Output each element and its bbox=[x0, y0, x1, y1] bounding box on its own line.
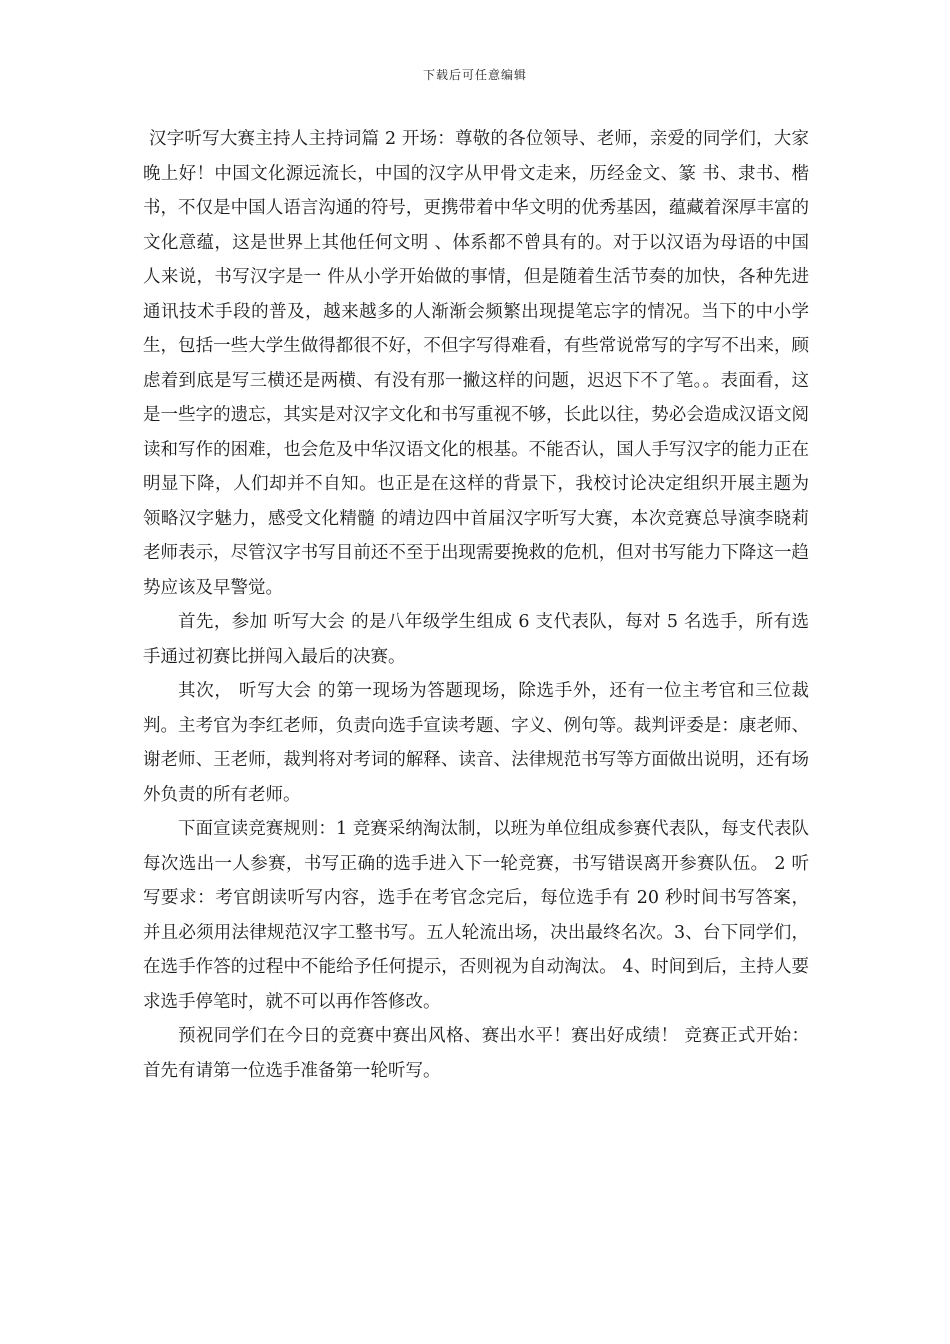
paragraph-rules: 下面宣读竞赛规则：1 竞赛采纳淘汰制，以班为单位组成参赛代表队，每支代表队每次选出一人参赛，书写正确的选手进入下一轮竞赛，书写错误离开参赛队伍。 2 听写要求：考官朗读听写内容，选手在考官念完后，每位选手有 20 秒时间书写答案， 并且必须用法律规范汉字工整书写。五人轮流出场，决出最终名次。3、台下同学们，在选手作答的过程中不能给予任何提示，否则视为自动淘汰。 4、时间到后，主持人要求选手停笔时，就不可以再作答修改。 bbox=[143, 819, 809, 1012]
paragraph-participants: 首先，参加 听写大会 的是八年级学生组成 6 支代表队，每对 5 名选手，所有选手通过初赛比拼闯入最后的决赛。 bbox=[143, 612, 809, 667]
paragraph-closing: 预祝同学们在今日的竞赛中赛出风格、赛出水平！赛出好成绩！ 竞赛正式开始：首先有请第一位选手准备第一轮听写。 bbox=[143, 1026, 809, 1081]
page-header: 下载后可任意编辑 bbox=[422, 68, 527, 82]
document-body bbox=[143, 122, 809, 1088]
paragraph-intro: 汉字听写大赛主持人主持词篇 2 开场：尊敬的各位领导、老师，亲爱的同学们，大家晚上好！中国文化源远流长，中国的汉字从甲骨文走来，历经金文、篆 书、隶书、楷书，不仅是中国人语言沟通的符号，更携带着中华文明的优秀基因，蕴藏着深厚丰富的文化意蕴，这是世界上其他任何文明 、体系都不曾具有的。对于以汉语为母语的中国人来说，书写汉字是一 件从小学开始做的事情，但是随着生活节奏的加快，各种先进通讯技术手段的普及，越来越多的人渐渐会频繁出现提笔忘字的情况。当下的中小学生，包括一些大学生做得都很不好，不但字写得难看，有些常说常写的字写不出来，顾虑着到底是写三横还是两横、有没有那一撇这样的问题，迟迟下不了笔。。表面看，这是一些字的遗忘，其实是对汉字文化和书写重视不够，长此以往，势必会造成汉语文阅读和写作的困难，也会危及中华汉语文化的根基。不能否认，国人手写汉字的能力正在明显下降，人们却并不自知。也正是在这样的背景下，我校讨论决定组织开展主题为 领略汉字魅力，感受文化精髓 的靖边四中首届汉字听写大赛，本次竞赛总导演李晓莉老师表示，尽管汉字书写目前还不至于出现需要挽救的危机，但对书写能力下降这一趋势应该及早警觉。 bbox=[143, 129, 809, 598]
paragraph-judges: 其次， 听写大会 的第一现场为答题现场，除选手外，还有一位主考官和三位裁判。主考官为李红老师，负责向选手宣读考题、字义、例句等。裁判评委是：康老师、谢老师、王老师，裁判将对考词的解释、读音、法律规范书写等方面做出说明，还有场外负责的所有老师。 bbox=[143, 681, 809, 805]
